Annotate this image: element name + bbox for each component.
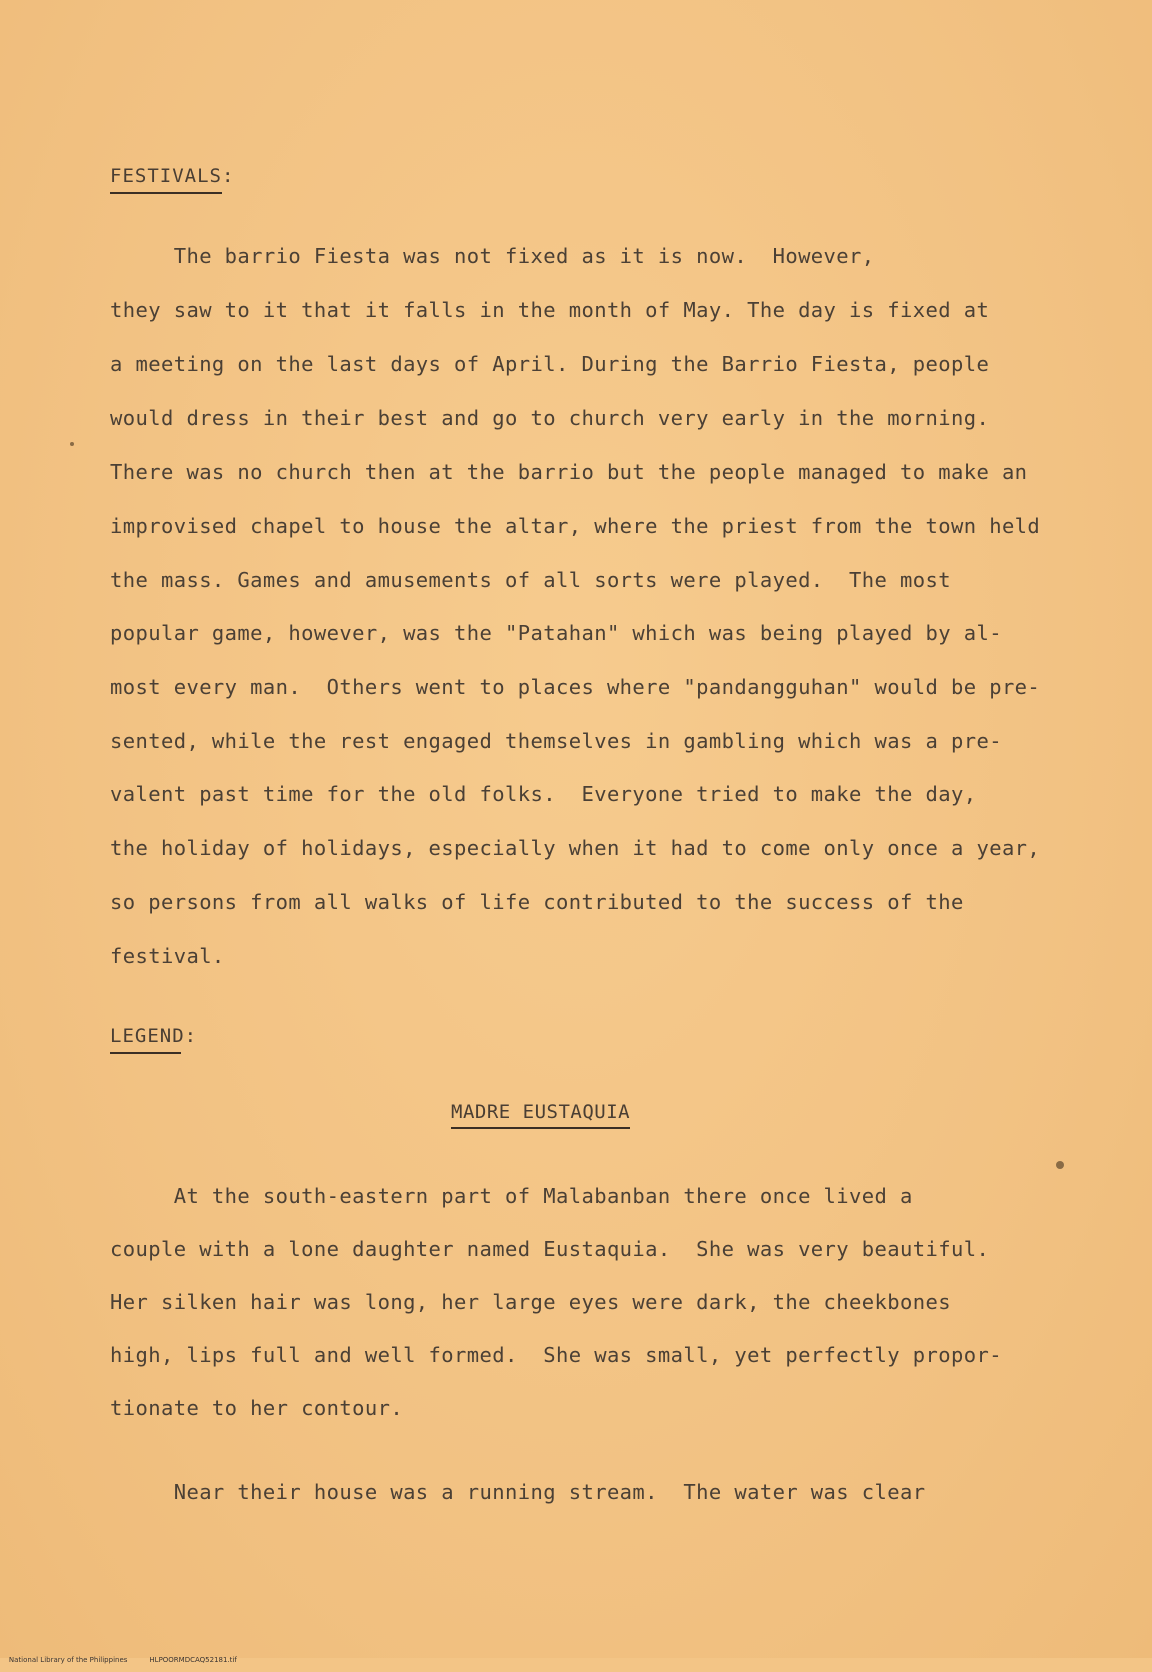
- text-line: the mass. Games and amusements of all sorts were played. The most: [110, 568, 951, 592]
- text-line: tionate to her contour.: [110, 1396, 404, 1420]
- text-line: would dress in their best and go to church very early in the morning.: [110, 406, 990, 430]
- text-line: Her silken hair was long, her large eyes were dark, the cheekbones: [110, 1290, 951, 1314]
- footer-library: National Library of the Philippines: [8, 1656, 128, 1664]
- footer-filename: HLPOORMDCAQ52181.tif: [149, 1656, 237, 1664]
- text-line: improvised chapel to house the altar, where the priest from the town held: [110, 514, 1041, 538]
- text-line: festival.: [110, 944, 225, 968]
- text-line: The barrio Fiesta was not fixed as it is now. However,: [110, 244, 875, 268]
- text-line: a meeting on the last days of April. During the Barrio Fiesta, people: [110, 352, 990, 376]
- legend-title: MADRE EUSTAQUIA: [451, 1101, 630, 1123]
- text-line: sented, while the rest engaged themselves in gambling which was a pre-: [110, 729, 1002, 753]
- text-line: high, lips full and well formed. She was small, yet perfectly propor-: [110, 1343, 1002, 1367]
- text-line: the holiday of holidays, especially when it had to come only once a year,: [110, 836, 1041, 860]
- text-line: There was no church then at the barrio but the people managed to make an: [110, 460, 1028, 484]
- legend-heading: LEGEND:: [110, 1025, 197, 1047]
- ink-speck: [1056, 1161, 1064, 1169]
- ink-speck: [70, 442, 74, 446]
- text-line: valent past time for the old folks. Everyone tried to make the day,: [110, 782, 977, 806]
- text-line: popular game, however, was the "Patahan" which was being played by al-: [110, 621, 1002, 645]
- scan-footer: [0, 1648, 259, 1672]
- text-line: most every man. Others went to places where "pandangguhan" would be pre-: [110, 675, 1041, 699]
- text-line: they saw to it that it falls in the month of May. The day is fixed at: [110, 298, 990, 322]
- text-line: so persons from all walks of life contributed to the success of the: [110, 890, 964, 914]
- text-line: Near their house was a running stream. The water was clear: [110, 1480, 926, 1504]
- text-line: couple with a lone daughter named Eustaquia. She was very beautiful.: [110, 1237, 990, 1261]
- text-line: At the south-eastern part of Malabanban there once lived a: [110, 1184, 913, 1208]
- festivals-heading: FESTIVALS:: [110, 165, 234, 187]
